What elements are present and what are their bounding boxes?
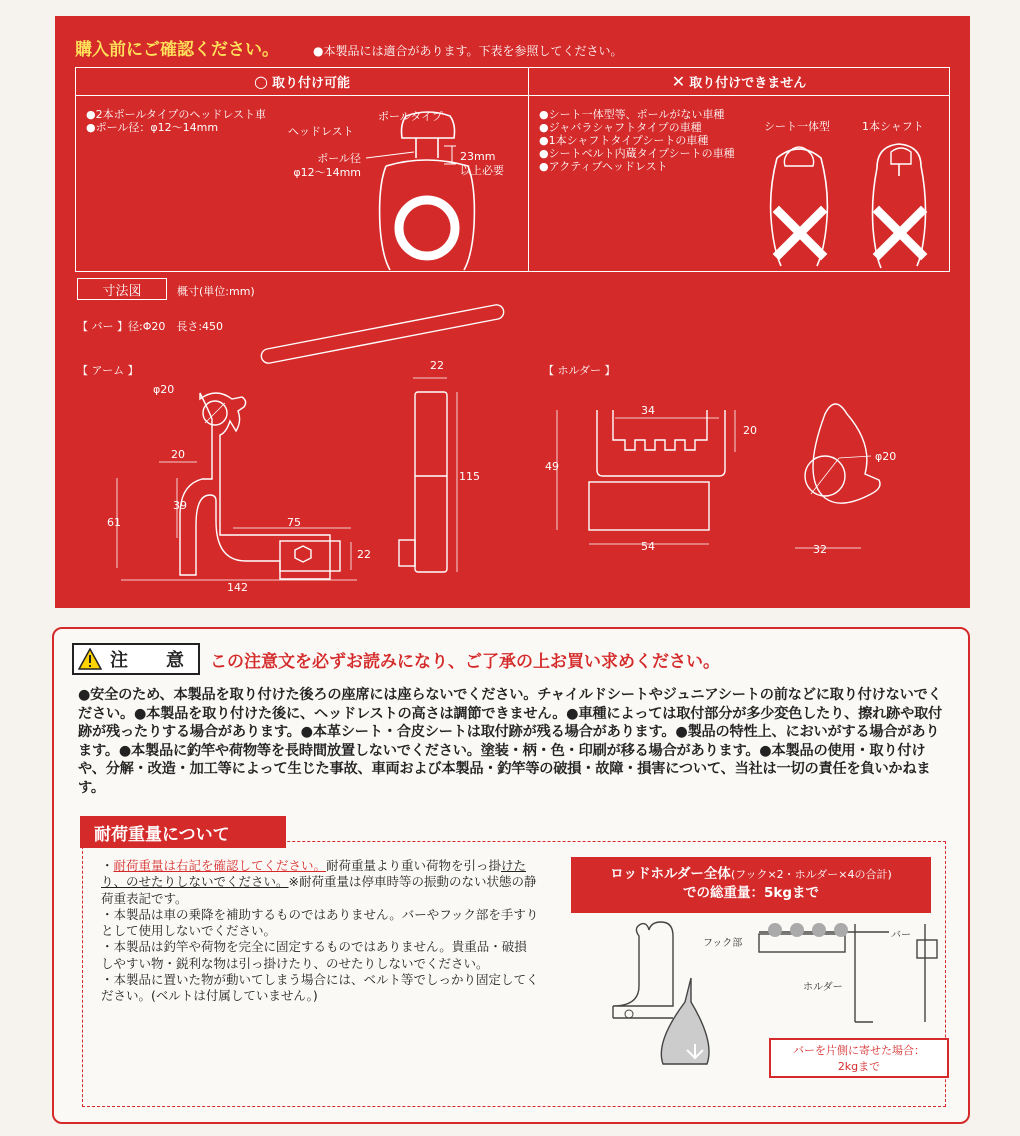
one-side-weight-title: バーを片側に寄せた場合：: [793, 1044, 925, 1057]
gap-value: 23mm: [460, 150, 496, 163]
dimension-section-label: 寸法図: [77, 278, 167, 300]
load-note-highlight: 耐荷重量は右記を確認してください。: [113, 858, 327, 873]
hook-label: フック部: [703, 938, 743, 949]
warning-triangle-icon: [78, 648, 102, 670]
caution-message: この注意文を必ずお読みになり、ご了承の上お買い求めください。: [210, 651, 720, 672]
total-weight-title: ロッドホルダー全体: [610, 866, 731, 882]
one-side-weight-value: 2kgまで: [837, 1060, 881, 1073]
one-side-weight-box: [769, 1038, 949, 1078]
dim-holder-32: 32: [813, 543, 827, 556]
bar-spec: 【 バー 】径:Φ20 長さ:450: [77, 320, 224, 333]
caution-header: [72, 643, 720, 675]
incompatible-bullet: ●シート一体型等、ポールがない車種: [539, 108, 725, 121]
load-note: ・本製品に置いた物が動いてしまう場合には、ベルト等でしっかり固定してください。(ベルトは付属していません。): [101, 972, 539, 1004]
dim-arm-115: 115: [459, 470, 480, 483]
arm-label: 【 アーム 】: [77, 364, 139, 377]
load-capacity-box: [82, 841, 946, 1107]
dim-holder-34: 34: [641, 404, 655, 417]
compatible-bullet: ●ポール径：φ12〜14mm: [86, 121, 219, 134]
caution-body: ●安全のため、本製品を取り付けた後ろの座席には座らないでください。チャイルドシートやジュニアシートの前などに取り付けないでください。●本製品を取り付けた後に、ヘッドレストの高さは調節できません。●車種によっては取付部分が多少変色したり、擦れ跡や取付跡が残ったりする場合があります。●本革シート・合皮シートは取付跡が残る場合があります。●製品の特性上、においがする場合があります。●本製品に釣竿や荷物等を長時間放置しないでください。塗装・柄・色・印刷が移る場合があります。●本製品の使用・取り付けや、分解・改造・加工等によって生じた事故、車両および本製品・釣竿等の破損・故障・損害について、当社は一切の責任を負いかねます。: [78, 687, 943, 796]
incompatible-heading-label: 取り付けできません: [689, 76, 807, 91]
integrated-seat-label: シート一体型: [764, 120, 830, 133]
dim-arm-61: 61: [107, 516, 121, 529]
pole-diameter-value: φ12〜14mm: [293, 166, 361, 179]
compatibility-panel: [55, 16, 970, 608]
load-note: ・本製品は釣竿や荷物を完全に固定するものではありません。貴重品・破損しやすい物・鋭利な物は引っ掛けたり、のせたりしないでください。: [101, 939, 527, 971]
holder-callout: ホルダー: [803, 982, 843, 993]
dim-arm-75: 75: [287, 516, 301, 529]
circle-icon: ○: [254, 72, 268, 91]
total-weight-value: での総重量：5kgまで: [682, 885, 820, 901]
incompatible-bullet: ●1本シャフトタイプシートの車種: [539, 134, 709, 147]
dim-holder-49: 49: [545, 460, 559, 473]
dim-arm-142: 142: [227, 581, 248, 594]
incompatible-bullet: ●シートベルト内蔵タイプシートの車種: [539, 147, 735, 160]
header-note: ●本製品には適合があります。下表を参照してください。: [313, 44, 623, 58]
load-note: ・耐荷重量は右記を確認してください。耐荷重量より重い荷物を引っ掛けたり、のせたりしないでください。※耐荷重量は停車時等の振動のない状態の静荷重表記です。: [101, 858, 537, 906]
caution-badge: [72, 643, 200, 675]
compatible-bullet: ●2本ポールタイプのヘッドレスト車: [86, 108, 267, 121]
total-weight-breakdown: (フック×2・ホルダー×4の合計): [730, 868, 892, 881]
dim-arm-22: 22: [357, 548, 371, 561]
dim-arm-20: 20: [171, 448, 185, 461]
dimension-unit-note: 概寸(単位:mm): [177, 285, 255, 298]
dim-arm-front-22: 22: [430, 359, 444, 372]
dim-holder-54: 54: [641, 540, 655, 553]
bar-callout: バー: [891, 930, 911, 941]
header-title: 購入前にご確認ください。: [75, 40, 279, 60]
headrest-label: ヘッドレスト: [288, 125, 354, 138]
gap-note: 以上必要: [460, 164, 504, 177]
single-shaft-label: 1本シャフト: [862, 120, 924, 133]
compatible-heading-label: 取り付け可能: [271, 76, 350, 91]
dim-holder-diameter: φ20: [875, 450, 897, 463]
load-note-underline: けたり、のせたりしないでください。: [101, 858, 527, 890]
cross-icon: ✕: [671, 72, 686, 91]
load-capacity-tag: 耐荷重量について: [80, 816, 286, 848]
incompatible-bullet: ●アクティブヘッドレスト: [539, 160, 668, 173]
caution-label: 注 意: [110, 650, 194, 671]
pole-diameter-label: ポール径: [317, 152, 361, 165]
dim-holder-20: 20: [743, 424, 757, 437]
pole-type-label: ポールタイプ: [378, 110, 443, 123]
dim-arm-39: 39: [173, 499, 187, 512]
dim-arm-diameter: φ20: [153, 383, 175, 396]
incompatible-bullet: ●ジャバラシャフトタイプの車種: [539, 121, 702, 134]
load-note: ・本製品は車の乗降を補助するものではありません。バーやフック部を手すりとして使用しないでください。: [101, 906, 539, 939]
dimension-drawing: [55, 16, 970, 608]
holder-label: 【 ホルダー 】: [543, 364, 616, 377]
caution-panel: [52, 627, 970, 1124]
